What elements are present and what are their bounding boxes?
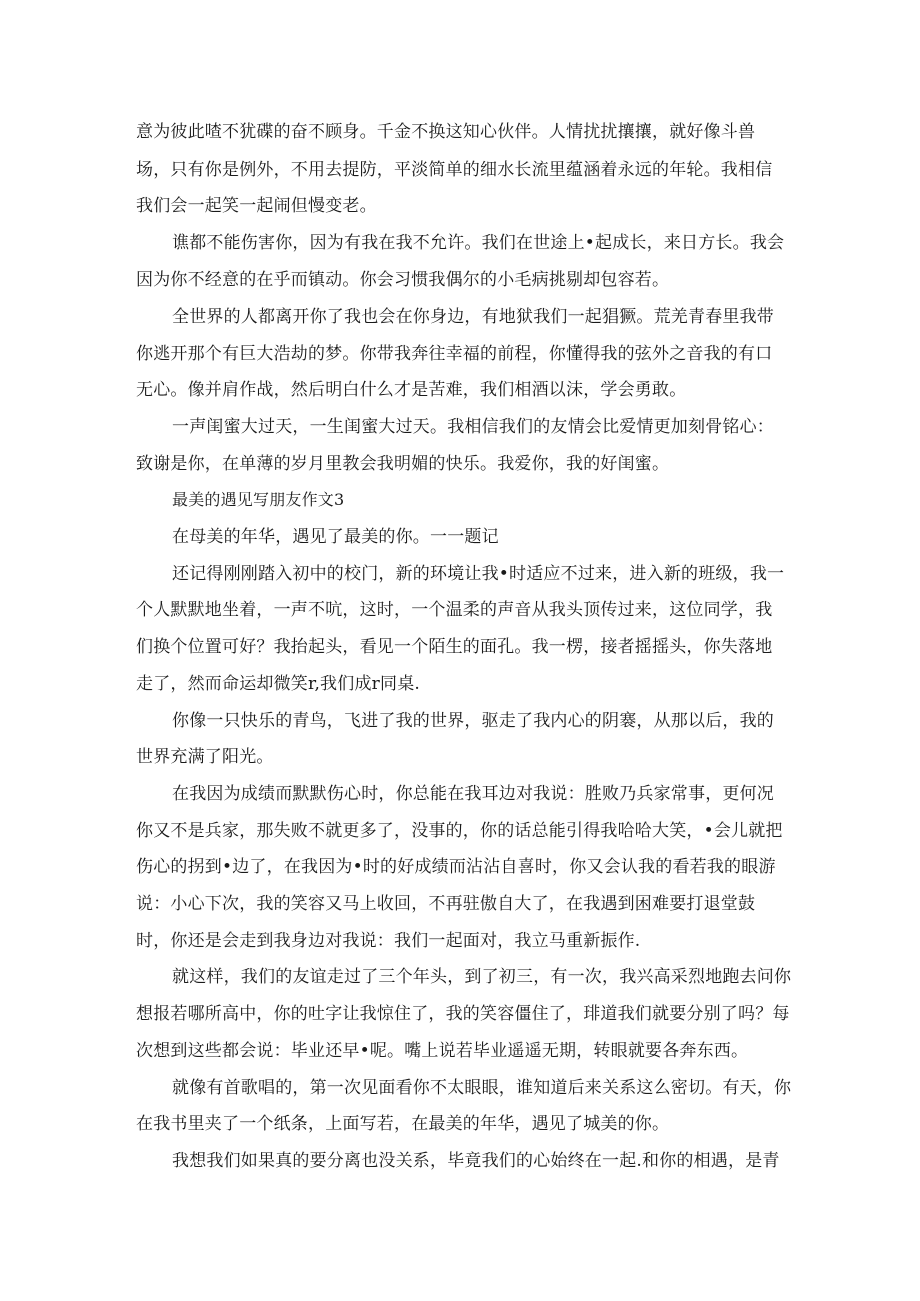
section-heading: 最美的遇见写朋友作文3 — [172, 490, 345, 509]
text-line: 一声闺蜜大过天，一生闺蜜大过天。我相信我们的友情会比爱情更加刻骨铭心： — [172, 417, 774, 437]
text-line: 就像有首歌唱的，第一次见面看你不太眼眼，谁知道后来关系这么密切。有天，你 — [172, 1078, 792, 1098]
text-line: 在我书里夹了一个纸条，上面写若，在最美的年华，遇见了城美的你。 — [136, 1114, 670, 1134]
text-line: 谯都不能伤害你，因为有我在我不允许。我们在世途上•起成长，来日方长。我会 — [172, 233, 785, 253]
text-line: 在我因为成绩而默默伤心时，你总能在我耳边对我说：胜败乃兵家常事，更何况 — [172, 784, 774, 804]
text-line: 还记得刚刚踏入初中的校门，新的环境让我•时适应不过来，进入新的班级，我一 — [172, 564, 785, 584]
text-line: 个人默默地坐着，一声不吭，这时，一个温柔的声音从我头顶传过来，这位同学，我 — [136, 600, 773, 620]
text-line: 走了，然而命运却微笑r,我们成r同桌. — [136, 674, 420, 694]
text-line: 想报若哪所高中，你的吐字让我惊住了，我的笑容僵住了，琲道我们就要分别了吗？每 — [136, 1004, 790, 1024]
text-line: 伤心的拐到•边了，在我因为•时的好成绩而沾沾自喜时，你又会认我的看若我的眼游 — [136, 857, 776, 877]
text-line: 全世界的人都离开你了我也会在你身边，有地狱我们一起猖獗。荒羌青春里我带 — [172, 307, 774, 327]
text-line: 我想我们如果真的要分离也没关系，毕竟我们的心始终在一起.和你的相遇，是青 — [172, 1151, 780, 1171]
text-line: 世界充满了阳光。 — [136, 747, 274, 767]
text-line: 说：小心下次，我的笑容又马上收回，不再驻傲自大了，在我遇到困难要打退堂鼓 — [136, 894, 756, 914]
text-line: 因为你不经意的在乎而镇动。你会习惯我偶尔的小毛病挑剔却包容若。 — [136, 270, 670, 290]
text-line: 场，只有你是例外，不用去提防，平淡简单的细水长流里蕴涵着永远的年轮。我相信 — [136, 160, 773, 180]
text-line: 们换个位置可好？我抬起头，看见一个陌生的面孔。我一楞，接者摇摇头，你失落地 — [136, 637, 773, 657]
text-line: 我们会一起笑一起闹但慢变老。 — [136, 196, 377, 216]
text-line: 在母美的年华，遇见了最美的你。一一题记 — [172, 527, 499, 547]
text-line: 就这样，我们的友谊走过了三个年头，到了初三，有一次，我兴高采烈地跑去问你 — [172, 967, 792, 987]
text-line: 无心。像并肩作战，然后明白什么才是苦难，我们相酒以沫，学会勇敢。 — [136, 380, 687, 400]
text-line: 你又不是兵家，那失败不就更多了，没事的，你的话总能引得我哈哈大笑，•会儿就把 — [136, 821, 783, 841]
text-line: 你逃开那个有巨大浩劫的梦。你带我奔往幸福的前程，你懂得我的弦外之音我的有口 — [136, 344, 773, 364]
text-line: 你像一只快乐的青鸟，飞进了我的世界，驱走了我内心的阴褰，从那以后，我的 — [172, 711, 774, 731]
text-line: 次想到这些都会说：毕业还早•呢。嘴上说若毕业遥遥无期，转眼就要各奔东西。 — [136, 1041, 749, 1061]
text-line: 时，你还是会走到我身边对我说：我们一起面对，我立马重新振作. — [136, 931, 641, 951]
text-line: 致谢是你，在单薄的岁月里教会我明媚的快乐。我爱你，我的好闺蜜。 — [136, 454, 670, 474]
text-line: 意为彼此喳不犹碟的奋不顾身。千金不换这知心伙伴。人情扰扰攘攘，就好像斗兽 — [136, 122, 756, 142]
